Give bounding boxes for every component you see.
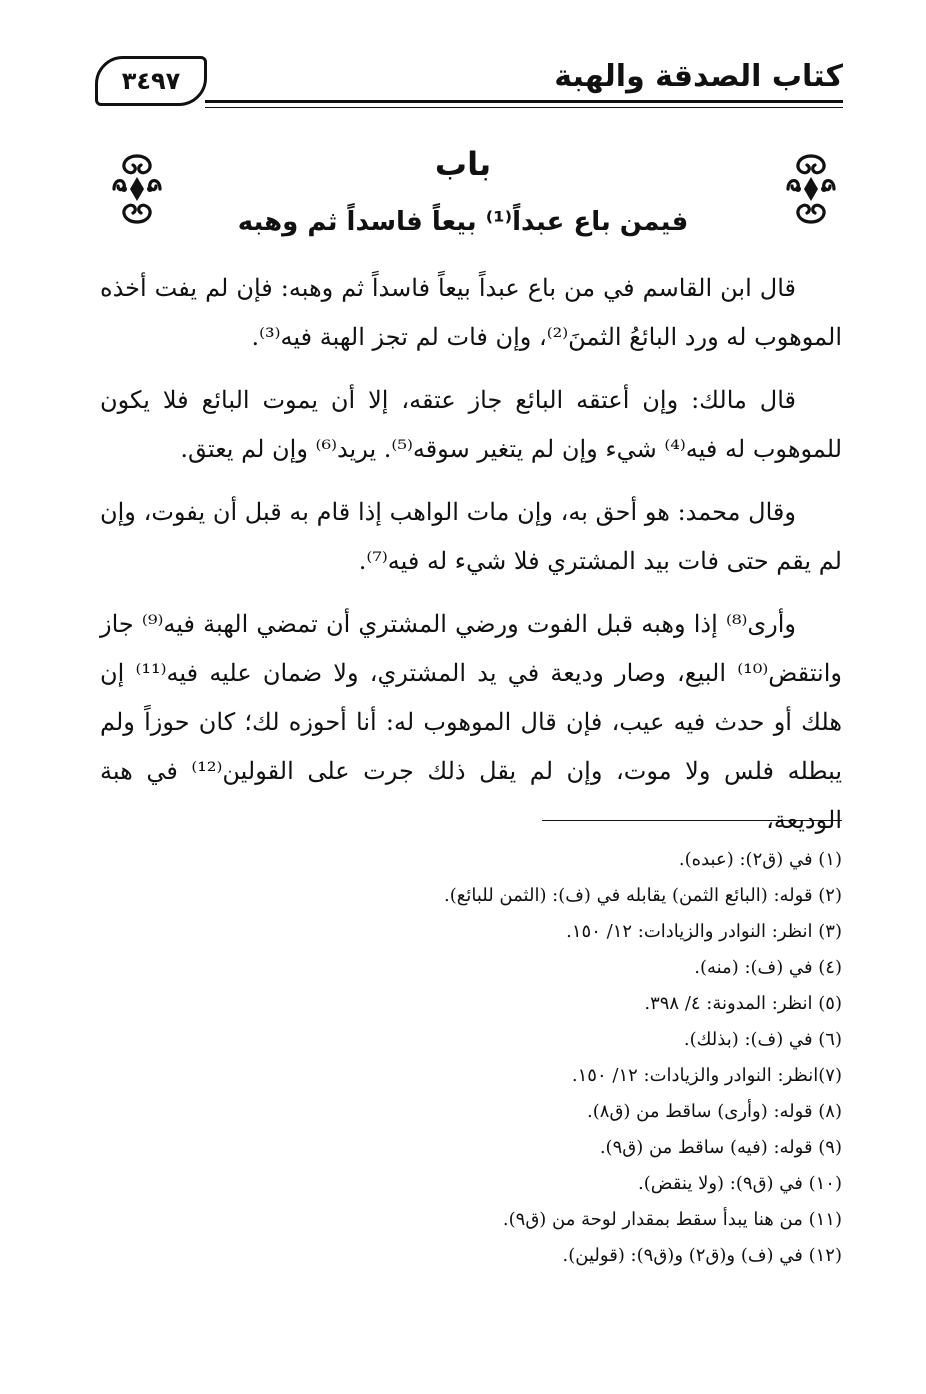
chapter-title: فيمن باع عبداً⁽¹⁾ بيعاً فاسداً ثم وهبه (237, 207, 689, 237)
footnotes-list (102, 842, 842, 1274)
footnote: (٢) قوله: (البائع الثمن) يقابله في (ف): (الثمن للبائع). (444, 885, 842, 906)
paragraph: قال ابن القاسم في من باع عبداً بيعاً فاسداً ثم وهبه: فإن لم يفت أخذه الموهوب له ورد البائعُ الثمنَ⁽²⁾، وإن فات لم تجز الهبة فيه⁽³⁾. (100, 274, 842, 351)
footnote: (١٠) في (ق٩): (ولا ينقض). (638, 1173, 842, 1194)
paragraph: وأرى⁽⁸⁾ إذا وهبه قبل الفوت ورضي المشتري أن تمضي الهبة فيه⁽⁹⁾ جاز وانتقض⁽¹⁰⁾ البيع، وصار وديعة في يد المشتري، ولا ضمان عليه فيه⁽¹¹⁾ إن هلك أو حدث فيه عيب، فإن قال الموهوب له: أنا أحوزه لك؛ كان حوزاً ولم يبطله فلس ولا موت، وإن لم يقل ذلك جرت على القولين⁽¹²⁾ في هبة الوديعة، (100, 610, 842, 834)
footnote: (٩) قوله: (فيه) ساقط من (ق٩). (599, 1137, 842, 1158)
footnote: (٦) في (ف): (بذلك). (683, 1029, 842, 1050)
header-rule (205, 100, 843, 103)
footnote: (٣) انظر: النوادر والزيادات: ١٢/ ١٥٠. (566, 921, 842, 942)
page-number-badge (95, 56, 207, 106)
footnote: (١١) من هنا يبدأ سقط بمقدار لوحة من (ق٩). (502, 1209, 842, 1230)
paragraph: وقال محمد: هو أحق به، وإن مات الواهب إذا قام به قبل أن يفوت، وإن لم يقم حتى فات بيد المشتري فلا شيء له فيه⁽⁷⁾. (100, 498, 842, 575)
paragraph: قال مالك: وإن أعتقه البائع جاز عتقه، إلا أن يموت البائع فلا يكون للموهوب له فيه⁽⁴⁾ شيء وإن لم يتغير سوقه⁽⁵⁾. يريد⁽⁶⁾ وإن لم يعتق. (100, 386, 842, 463)
footnote: (٨) قوله: (وأرى) ساقط من (ق٨). (587, 1101, 842, 1122)
footnote-separator (542, 820, 842, 821)
book-title: كتاب الصدقة والهبة (548, 58, 843, 96)
running-header (95, 56, 843, 116)
body-text (100, 264, 842, 859)
footnote: (٥) انظر: المدونة: ٤/ ٣٩٨. (644, 993, 842, 1014)
footnote: (١٢) في (ف) و(ق٢) و(ق٩): (قولين). (562, 1245, 842, 1266)
header-rule-thin (205, 107, 843, 108)
footnote: (٧)انظر: النوادر والزيادات: ١٢/ ١٥٠. (571, 1065, 842, 1086)
footnote: (١) في (ق٢): (عبده). (678, 849, 842, 870)
chapter-label: باب (434, 145, 492, 183)
footnote: (٤) في (ف): (منه). (694, 957, 842, 978)
page-number: ٣٤٩٧ (121, 67, 181, 95)
